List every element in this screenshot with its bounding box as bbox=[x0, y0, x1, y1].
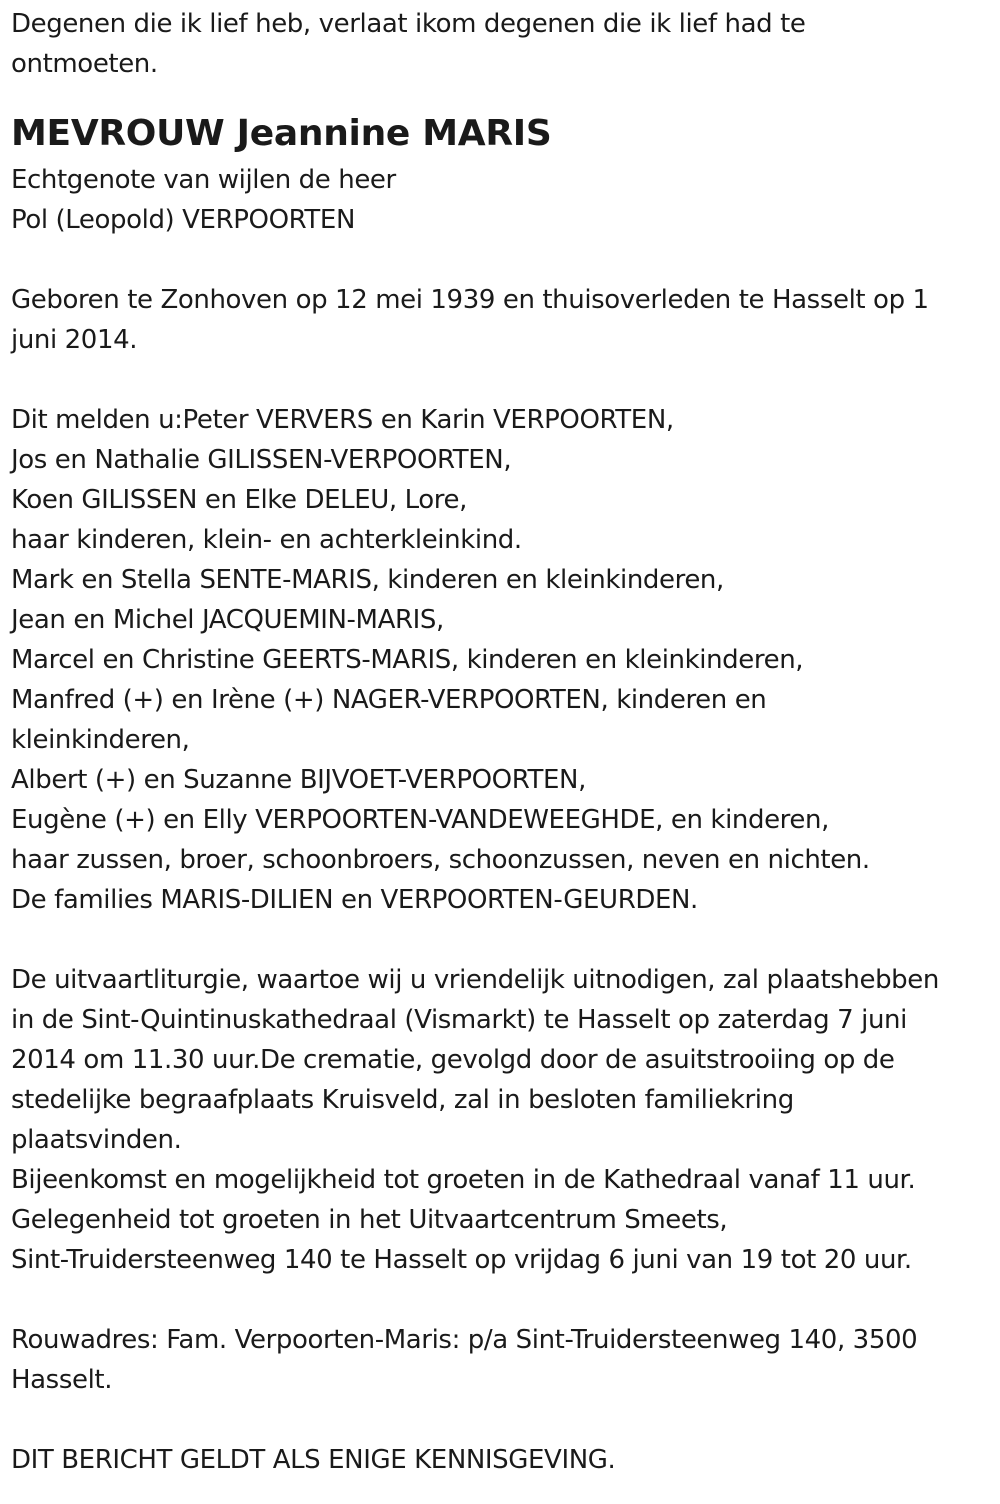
address-line: Rouwadres: Fam. Verpoorten-Maris: p/a Sint-Truidersteenweg 140, 3500 bbox=[11, 1325, 918, 1355]
birth-death-line: juni 2014. bbox=[11, 325, 138, 355]
intro-line: ontmoeten. bbox=[11, 49, 158, 79]
obituary-notice bbox=[11, 4, 993, 1480]
spouse-info bbox=[11, 160, 993, 240]
family-line: Jean en Michel JACQUEMIN-MARIS, bbox=[11, 605, 444, 635]
birth-death-line: Geboren te Zonhoven op 12 mei 1939 en thuisoverleden te Hasselt op 1 bbox=[11, 285, 929, 315]
funeral-line: 2014 om 11.30 uur.De crematie, gevolgd door de asuitstrooiing op de bbox=[11, 1045, 895, 1075]
spouse-line: Echtgenote van wijlen de heer bbox=[11, 165, 396, 195]
family-line: Marcel en Christine GEERTS-MARIS, kinderen en kleinkinderen, bbox=[11, 645, 804, 675]
deceased-name: MEVROUW Jeannine MARIS bbox=[11, 113, 552, 154]
family-line: kleinkinderen, bbox=[11, 725, 190, 755]
family-line: De families MARIS-DILIEN en VERPOORTEN-GEURDEN. bbox=[11, 885, 698, 915]
spouse-line: Pol (Leopold) VERPOORTEN bbox=[11, 205, 355, 235]
family-line: Manfred (+) en Irène (+) NAGER-VERPOORTEN, kinderen en bbox=[11, 685, 767, 715]
family-line: Mark en Stella SENTE-MARIS, kinderen en kleinkinderen, bbox=[11, 565, 724, 595]
funeral-line: in de Sint-Quintinuskathedraal (Vismarkt) te Hasselt op zaterdag 7 juni bbox=[11, 1005, 907, 1035]
address-line: Hasselt. bbox=[11, 1365, 113, 1395]
family-line: Dit melden u:Peter VERVERS en Karin VERPOORTEN, bbox=[11, 405, 674, 435]
funeral-line: Gelegenheid tot groeten in het Uitvaartcentrum Smeets, bbox=[11, 1205, 728, 1235]
mourning-address bbox=[11, 1320, 993, 1400]
funeral-line: Bijeenkomst en mogelijkheid tot groeten in de Kathedraal vanaf 11 uur. bbox=[11, 1165, 916, 1195]
notice-statement: DIT BERICHT GELDT ALS ENIGE KENNISGEVING. bbox=[11, 1445, 616, 1475]
intro-line: Degenen die ik lief heb, verlaat ikom degenen die ik lief had te bbox=[11, 9, 806, 39]
family-line: Albert (+) en Suzanne BIJVOET-VERPOORTEN, bbox=[11, 765, 586, 795]
family-line: haar kinderen, klein- en achterkleinkind. bbox=[11, 525, 522, 555]
funeral-line: stedelijke begraafplaats Kruisveld, zal in besloten familiekring bbox=[11, 1085, 794, 1115]
funeral-line: plaatsvinden. bbox=[11, 1125, 182, 1155]
family-line: Koen GILISSEN en Elke DELEU, Lore, bbox=[11, 485, 467, 515]
funeral-info bbox=[11, 960, 993, 1280]
funeral-line: De uitvaartliturgie, waartoe wij u vriendelijk uitnodigen, zal plaatshebben bbox=[11, 965, 939, 995]
family-line: haar zussen, broer, schoonbroers, schoonzussen, neven en nichten. bbox=[11, 845, 870, 875]
funeral-line: Sint-Truidersteenweg 140 te Hasselt op vrijdag 6 juni van 19 tot 20 uur. bbox=[11, 1245, 912, 1275]
family-list bbox=[11, 400, 993, 920]
family-line: Eugène (+) en Elly VERPOORTEN-VANDEWEEGHDE, en kinderen, bbox=[11, 805, 829, 835]
birth-death-info bbox=[11, 280, 993, 360]
intro-quote bbox=[11, 4, 993, 84]
family-line: Jos en Nathalie GILISSEN-VERPOORTEN, bbox=[11, 445, 512, 475]
